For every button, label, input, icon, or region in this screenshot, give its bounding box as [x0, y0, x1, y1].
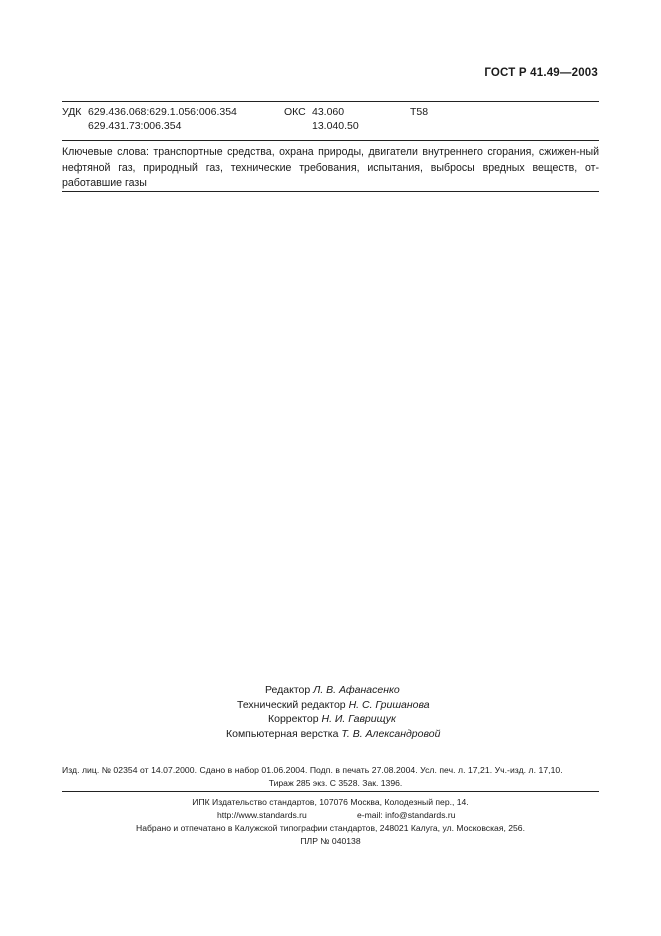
imprint-block: [62, 764, 599, 790]
udk-code: 629.431.73:006.354: [88, 120, 182, 132]
email-address: e-mail: info@standards.ru: [357, 810, 456, 820]
credit-name: Н. С. Гришанова: [348, 698, 430, 711]
credit-tech-editor: [237, 698, 430, 713]
imprint-line: Изд. лиц. № 02354 от 14.07.2000. Сдано в набор 01.06.2004. Подп. в печать 27.08.2004. Усл. печ. л. 17,21. Уч.-изд. л. 17,10.: [62, 765, 563, 775]
group-code: Т58: [410, 106, 429, 118]
udk-code: 629.436.068:629.1.056:006.354: [88, 106, 237, 118]
credit-name: Т. В. Александровой: [341, 727, 441, 740]
credit-role: Компьютерная верстка: [226, 727, 339, 740]
credit-proofreader: [268, 712, 396, 727]
imprint-line: Тираж 285 экз. С 3528. Зак. 1396.: [268, 778, 403, 788]
credit-role: Корректор: [268, 713, 319, 725]
keywords-bottom-divider: [62, 191, 599, 192]
credit-role: Технический редактор: [237, 698, 346, 711]
plr-number: ПЛР № 040138: [300, 836, 361, 846]
udk-label: УДК: [62, 106, 82, 118]
imprint-divider: [62, 791, 599, 792]
standard-designation: ГОСТ Р 41.49—2003: [484, 67, 598, 79]
publisher-contacts: [62, 809, 599, 822]
credit-name: Н. И. Гаврищук: [321, 713, 396, 725]
website-link: http://www.standards.ru: [217, 810, 307, 820]
credit-editor: [265, 683, 400, 698]
oks-code: 13.040.50: [312, 120, 359, 132]
top-divider: [62, 101, 599, 102]
publisher-block: [62, 796, 599, 848]
credit-layout: [226, 727, 440, 742]
oks-label: ОКС: [284, 106, 306, 118]
classification-block: [62, 106, 599, 136]
credit-name: Л. В. Афанасенко: [313, 684, 400, 696]
keywords-paragraph: Ключевые слова: транспортные средства, охрана природы, двигатели внутреннего сгорания, сжижен-ный нефтяной газ, природный газ, технические требования, испытания, выбросы вредных веществ, от-работавшие газы: [62, 146, 599, 189]
middle-divider: [62, 140, 599, 141]
publisher-address: ИПК Издательство стандартов, 107076 Москва, Колодезный пер., 14.: [192, 797, 469, 807]
oks-code: 43.060: [312, 106, 345, 118]
printer-line: Набрано и отпечатано в Калужской типографии стандартов, 248021 Калуга, ул. Московская, 256.: [136, 823, 525, 833]
credit-role: Редактор: [265, 684, 311, 696]
